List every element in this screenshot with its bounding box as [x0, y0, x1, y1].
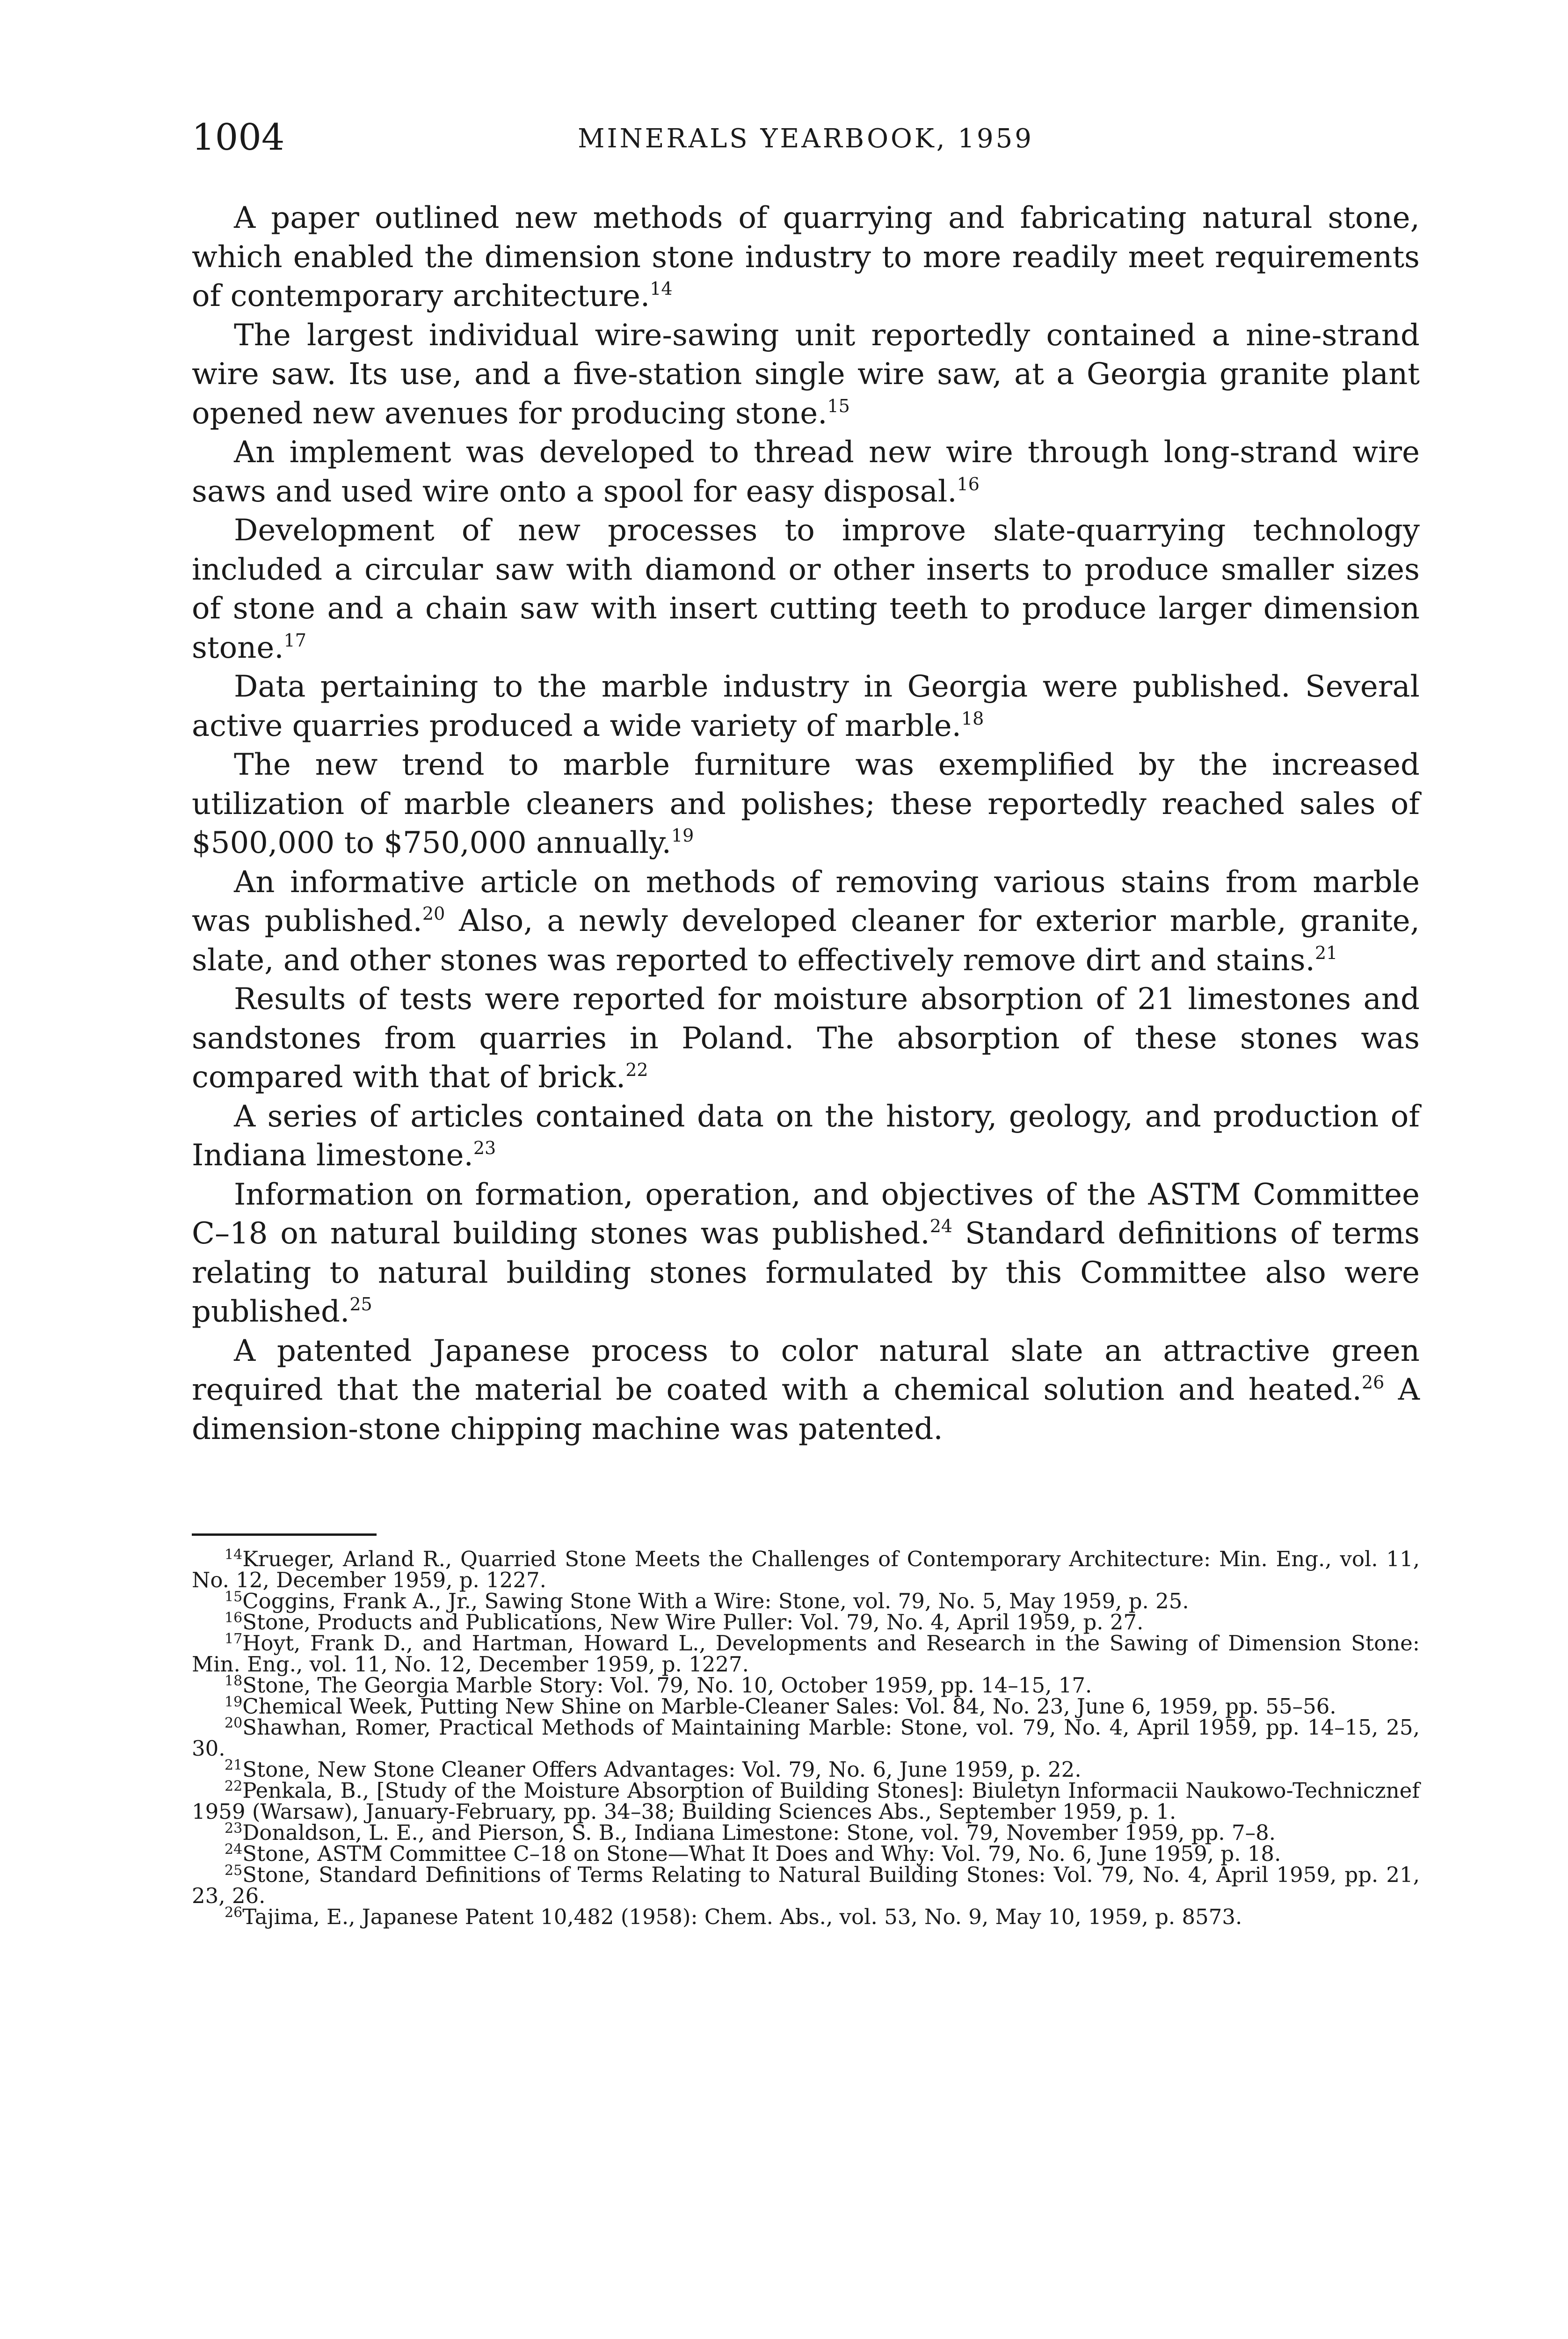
paragraph: The largest individual wire-sawing unit reportedly contained a nine-strand wire saw. Its use, and a five-station single wire saw, at a Georgia granite plant opened new avenues for producing stone.$^{15}$ [192, 318, 1420, 431]
footnote: $^{15}$Coggins, Frank A., Jr., Sawing Stone With a Wire: Stone, vol. 79, No. 5, May 1959, p. 25. [225, 1589, 1189, 1613]
footnote: $^{25}$Stone, Standard Definitions of Terms Relating to Natural Building Stones: Vol. 79, No. 4, April 1959, pp. 21, 23, 26. [192, 1862, 1420, 1908]
footnote-reference[interactable]: 21 [1314, 942, 1338, 963]
footnote-number: 25 [225, 1862, 243, 1879]
paragraph: A patented Japanese process to color natural slate an attractive green required that the material be coated with a chemical solution and heated.$^{26}$ A dimension-stone chipping machine was patented. [192, 1333, 1420, 1446]
footnote-number: 23 [225, 1820, 243, 1837]
footnote: $^{21}$Stone, New Stone Cleaner Offers Advantages: Vol. 79, No. 6, June 1959, p. 22. [225, 1757, 1082, 1782]
footnote-number: 18 [225, 1673, 243, 1689]
paragraph: Development of new processes to improve slate-quarrying technology included a circular saw with diamond or other inserts to produce smaller sizes of stone and a chain saw with insert cutting teeth to produce larger dimension stone.$^{17}$ [192, 513, 1420, 665]
paragraph: Results of tests were reported for moisture absorption of 21 limestones and sandstones from quarries in Poland. The absorption of these stones was compared with that of brick.$^{22}$ [192, 982, 1420, 1095]
footnote-reference[interactable]: 18 [961, 708, 984, 729]
footnote-number: 14 [225, 1547, 243, 1563]
footnote-divider [192, 1533, 377, 1536]
footnote: $^{20}$Shawhan, Romer, Practical Methods of Maintaining Marble: Stone, vol. 79, No. 4, April 1959, pp. 14–15, 25, 30. [192, 1715, 1420, 1761]
footnote-number: 26 [225, 1904, 243, 1921]
footnote: $^{23}$Donaldson, L. E., and Pierson, S. B., Indiana Limestone: Stone, vol. 79, November 1959, pp. 7–8. [225, 1820, 1276, 1845]
footnote-reference[interactable]: 22 [625, 1060, 648, 1080]
footnote-number: 15 [225, 1589, 243, 1605]
footnote-number: 17 [225, 1631, 243, 1647]
footnote: $^{26}$Tajima, E., Japanese Patent 10,482 (1958): Chem. Abs., vol. 53, No. 9, May 10, 1959, p. 8573. [225, 1904, 1242, 1929]
paragraph: An implement was developed to thread new wire through long-strand wire saws and used wire onto a spool for easy disposal.$^{16}$ [192, 435, 1420, 509]
footnote: $^{16}$Stone, Products and Publications, New Wire Puller: Vol. 79, No. 4, April 1959, p. 27. [225, 1610, 1144, 1634]
footnote: $^{18}$Stone, The Georgia Marble Story: Vol. 79, No. 10, October 1959, pp. 14–15, 17. [225, 1673, 1092, 1698]
footnote-reference[interactable]: 19 [671, 825, 694, 846]
footnote-number: 24 [225, 1841, 243, 1858]
footnote-reference[interactable]: 26 [1361, 1372, 1385, 1393]
footnote-reference[interactable]: 15 [827, 395, 850, 416]
footnote-number: 20 [225, 1715, 243, 1731]
footnote: $^{14}$Krueger, Arland R., Quarried Stone Meets the Challenges of Contemporary Architecture: Min. Eng., vol. 11, No. 12, December 1959, p. 1227. [192, 1547, 1420, 1592]
footnote: $^{22}$Penkala, B., [Study of the Moisture Absorption of Building Stones]: Biuletyn Informacii Naukowo-Technicznef 1959 (Warsaw), January-February, pp. 34–38; Building Sciences Abs., September 1959, p. 1. [192, 1778, 1420, 1824]
footnote-number: 19 [225, 1694, 243, 1710]
paragraph: A paper outlined new methods of quarrying and fabricating natural stone, which enabled the dimension stone industry to more readily meet requirements of contemporary architecture.$^{14}$ [192, 201, 1420, 313]
document-page [192, 0, 1420, 2339]
footnote-reference[interactable]: 23 [473, 1138, 496, 1158]
footnote-number: 22 [225, 1778, 243, 1794]
paragraph: The new trend to marble furniture was exemplified by the increased utilization of marble cleaners and polishes; these reportedly reached sales of $500,000 to $750,000 annually.$^{19}$ [192, 748, 1420, 860]
page-number: 1004 [192, 116, 285, 159]
footnotes [192, 1548, 1420, 1927]
footnote: $^{17}$Hoyt, Frank D., and Hartman, Howard L., Developments and Research in the Sawing of Dimension Stone: Min. Eng., vol. 11, No. 12, December 1959, p. 1227. [192, 1631, 1420, 1677]
footnote-number: 21 [225, 1757, 243, 1773]
footnote-reference[interactable]: 14 [650, 278, 673, 299]
running-title: MINERALS YEARBOOK, 1959 [578, 123, 1034, 154]
page-header [192, 116, 1420, 171]
footnote-reference[interactable]: 17 [283, 630, 306, 651]
footnote-number: 16 [225, 1610, 243, 1626]
paragraph: A series of articles contained data on the history, geology, and production of Indiana limestone.$^{23}$ [192, 1099, 1420, 1173]
footnote-reference[interactable]: 16 [957, 473, 980, 494]
footnote-reference[interactable]: 24 [929, 1216, 953, 1236]
footnote-reference[interactable]: 20 [422, 903, 445, 924]
paragraph: An informative article on methods of removing various stains from marble was published.$^{20}$ Also, a newly developed cleaner for exterior marble, granite, slate, and other stones was reported to effectively remove dirt and stains.$^{21}$ [192, 864, 1420, 978]
footnote: $^{24}$Stone, ASTM Committee C–18 on Stone—What It Does and Why: Vol. 79, No. 6, June 1959, p. 18. [225, 1841, 1281, 1866]
paragraph: Information on formation, operation, and objectives of the ASTM Committee C–18 on natural building stones was published.$^{24}$ Standard definitions of terms relating to natural building stones formulated by this Committee also were published.$^{25}$ [192, 1177, 1420, 1329]
body-text [192, 199, 1420, 1449]
paragraph: Data pertaining to the marble industry in Georgia were published. Several active quarries produced a wide variety of marble.$^{18}$ [192, 669, 1420, 743]
footnote: $^{19}$Chemical Week, Putting New Shine on Marble-Cleaner Sales: Vol. 84, No. 23, June 6, 1959, pp. 55–56. [225, 1694, 1336, 1719]
footnote-reference[interactable]: 25 [349, 1294, 372, 1315]
